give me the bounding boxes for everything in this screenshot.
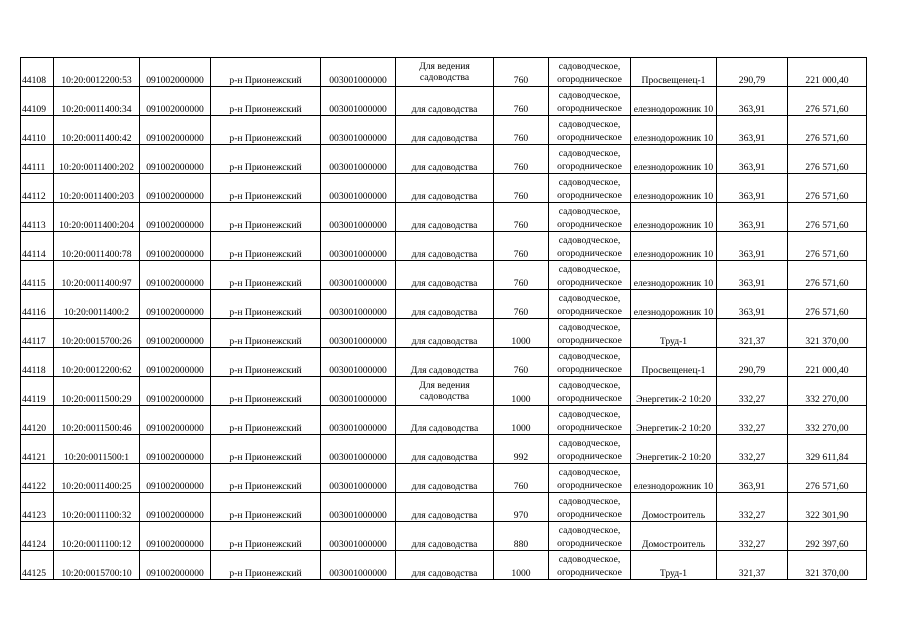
cell-area: 760 bbox=[494, 87, 549, 116]
cell-partnership-name: Труд-1 bbox=[631, 551, 717, 580]
cell-code-2: 003001000000 bbox=[321, 406, 396, 435]
cell-code-2: 003001000000 bbox=[321, 145, 396, 174]
cell-cadastral-value: 221 000,40 bbox=[788, 58, 867, 87]
cell-cadastral-value: 276 571,60 bbox=[788, 464, 867, 493]
cell-area: 760 bbox=[494, 232, 549, 261]
cell-cadastral-number: 10:20:0011500:46 bbox=[54, 406, 140, 435]
cell-rate: 290,79 bbox=[717, 58, 788, 87]
cell-number: 44123 bbox=[21, 493, 54, 522]
cell-purpose: для садоводства bbox=[396, 493, 494, 522]
cell-code-1: 091002000000 bbox=[140, 435, 211, 464]
cell-partnership-name: Труд-1 bbox=[631, 319, 717, 348]
cell-partnership-name: Энергетик-2 10:20 bbox=[631, 377, 717, 406]
table-row bbox=[21, 319, 867, 348]
cell-number: 44111 bbox=[21, 145, 54, 174]
cell-cadastral-number: 10:20:0011400:25 bbox=[54, 464, 140, 493]
cell-category: садоводческое, огородническое bbox=[549, 290, 631, 319]
cell-purpose: для садоводства bbox=[396, 522, 494, 551]
cell-code-2: 003001000000 bbox=[321, 377, 396, 406]
cell-district: р-н Прионежский bbox=[211, 145, 321, 174]
cell-cadastral-number: 10:20:0015700:10 bbox=[54, 551, 140, 580]
cell-code-2: 003001000000 bbox=[321, 290, 396, 319]
cell-purpose: для садоводства bbox=[396, 116, 494, 145]
cell-code-1: 091002000000 bbox=[140, 290, 211, 319]
cell-code-2: 003001000000 bbox=[321, 522, 396, 551]
cell-cadastral-value: 276 571,60 bbox=[788, 116, 867, 145]
table-row bbox=[21, 232, 867, 261]
cell-cadastral-number: 10:20:0015700:26 bbox=[54, 319, 140, 348]
cell-number: 44115 bbox=[21, 261, 54, 290]
cell-cadastral-number: 10:20:0011500:1 bbox=[54, 435, 140, 464]
cell-category: садоводческое, огородническое bbox=[549, 493, 631, 522]
cell-code-1: 091002000000 bbox=[140, 203, 211, 232]
cell-cadastral-number: 10:20:0011400:97 bbox=[54, 261, 140, 290]
cell-cadastral-value: 322 301,90 bbox=[788, 493, 867, 522]
cell-purpose: для садоводства bbox=[396, 145, 494, 174]
cell-area: 760 bbox=[494, 116, 549, 145]
cell-cadastral-value: 276 571,60 bbox=[788, 203, 867, 232]
cell-area: 760 bbox=[494, 464, 549, 493]
cell-area: 760 bbox=[494, 58, 549, 87]
cell-category: садоводческое, огородническое bbox=[549, 87, 631, 116]
cell-partnership-name: елезнодорожник 10 bbox=[631, 87, 717, 116]
cell-partnership-name: елезнодорожник 10 bbox=[631, 290, 717, 319]
cell-category: садоводческое, огородническое bbox=[549, 551, 631, 580]
cell-area: 880 bbox=[494, 522, 549, 551]
cell-code-1: 091002000000 bbox=[140, 319, 211, 348]
cell-number: 44112 bbox=[21, 174, 54, 203]
cell-cadastral-value: 329 611,84 bbox=[788, 435, 867, 464]
cell-cadastral-number: 10:20:0011400:203 bbox=[54, 174, 140, 203]
cell-district: р-н Прионежский bbox=[211, 290, 321, 319]
cell-category: садоводческое, огородническое bbox=[549, 116, 631, 145]
table-row bbox=[21, 87, 867, 116]
table-row bbox=[21, 464, 867, 493]
cell-code-1: 091002000000 bbox=[140, 464, 211, 493]
cell-partnership-name: елезнодорожник 10 bbox=[631, 203, 717, 232]
cell-category: садоводческое, огородническое bbox=[549, 435, 631, 464]
cell-area: 1000 bbox=[494, 406, 549, 435]
table-row bbox=[21, 174, 867, 203]
cell-number: 44118 bbox=[21, 348, 54, 377]
cell-category: садоводческое, огородническое bbox=[549, 145, 631, 174]
cell-partnership-name: Просвещенец-1 bbox=[631, 348, 717, 377]
cell-cadastral-value: 292 397,60 bbox=[788, 522, 867, 551]
cell-number: 44109 bbox=[21, 87, 54, 116]
cell-category: садоводческое, огородническое bbox=[549, 522, 631, 551]
cell-code-1: 091002000000 bbox=[140, 58, 211, 87]
cell-purpose: для садоводства bbox=[396, 290, 494, 319]
cell-code-2: 003001000000 bbox=[321, 551, 396, 580]
cell-rate: 363,91 bbox=[717, 232, 788, 261]
cell-number: 44119 bbox=[21, 377, 54, 406]
cell-code-2: 003001000000 bbox=[321, 87, 396, 116]
cell-code-1: 091002000000 bbox=[140, 493, 211, 522]
cell-partnership-name: елезнодорожник 10 bbox=[631, 261, 717, 290]
cell-number: 44108 bbox=[21, 58, 54, 87]
cell-code-1: 091002000000 bbox=[140, 377, 211, 406]
cell-rate: 290,79 bbox=[717, 348, 788, 377]
cell-cadastral-value: 276 571,60 bbox=[788, 87, 867, 116]
cell-area: 760 bbox=[494, 174, 549, 203]
cell-partnership-name: елезнодорожник 10 bbox=[631, 174, 717, 203]
cell-cadastral-value: 332 270,00 bbox=[788, 406, 867, 435]
cell-rate: 363,91 bbox=[717, 174, 788, 203]
cell-area: 1000 bbox=[494, 319, 549, 348]
cell-category: садоводческое, огородническое bbox=[549, 232, 631, 261]
cell-rate: 332,27 bbox=[717, 377, 788, 406]
cell-rate: 363,91 bbox=[717, 87, 788, 116]
cell-purpose: для садоводства bbox=[396, 87, 494, 116]
cell-code-2: 003001000000 bbox=[321, 232, 396, 261]
table-row bbox=[21, 435, 867, 464]
cell-district: р-н Прионежский bbox=[211, 551, 321, 580]
cell-rate: 363,91 bbox=[717, 145, 788, 174]
table-row bbox=[21, 348, 867, 377]
cell-partnership-name: Энергетик-2 10:20 bbox=[631, 406, 717, 435]
table-row bbox=[21, 116, 867, 145]
cell-area: 1000 bbox=[494, 551, 549, 580]
cell-purpose: Для садоводства bbox=[396, 348, 494, 377]
cell-cadastral-number: 10:20:0011400:204 bbox=[54, 203, 140, 232]
cell-rate: 321,37 bbox=[717, 319, 788, 348]
cell-code-1: 091002000000 bbox=[140, 116, 211, 145]
cell-category: садоводческое, огородническое bbox=[549, 58, 631, 87]
cell-purpose: для садоводства bbox=[396, 435, 494, 464]
cell-cadastral-number: 10:20:0012200:62 bbox=[54, 348, 140, 377]
cell-partnership-name: елезнодорожник 10 bbox=[631, 232, 717, 261]
cell-number: 44110 bbox=[21, 116, 54, 145]
cell-area: 760 bbox=[494, 290, 549, 319]
cell-district: р-н Прионежский bbox=[211, 348, 321, 377]
table-row bbox=[21, 522, 867, 551]
cell-category: садоводческое, огородническое bbox=[549, 319, 631, 348]
cell-rate: 363,91 bbox=[717, 290, 788, 319]
cell-district: р-н Прионежский bbox=[211, 522, 321, 551]
table-row bbox=[21, 551, 867, 580]
cell-code-1: 091002000000 bbox=[140, 261, 211, 290]
cell-rate: 363,91 bbox=[717, 203, 788, 232]
cell-category: садоводческое, огородническое bbox=[549, 406, 631, 435]
cell-area: 760 bbox=[494, 261, 549, 290]
cell-district: р-н Прионежский bbox=[211, 435, 321, 464]
table-body bbox=[21, 58, 867, 580]
cell-category: садоводческое, огородническое bbox=[549, 261, 631, 290]
cell-district: р-н Прионежский bbox=[211, 464, 321, 493]
cell-code-1: 091002000000 bbox=[140, 551, 211, 580]
cell-district: р-н Прионежский bbox=[211, 261, 321, 290]
cell-cadastral-number: 10:20:0011400:34 bbox=[54, 87, 140, 116]
cell-cadastral-value: 276 571,60 bbox=[788, 232, 867, 261]
cell-district: р-н Прионежский bbox=[211, 58, 321, 87]
cell-category: садоводческое, огородническое bbox=[549, 203, 631, 232]
cell-district: р-н Прионежский bbox=[211, 174, 321, 203]
cell-number: 44120 bbox=[21, 406, 54, 435]
cell-area: 1000 bbox=[494, 377, 549, 406]
cell-cadastral-value: 221 000,40 bbox=[788, 348, 867, 377]
document-sheet bbox=[20, 57, 866, 580]
cell-code-1: 091002000000 bbox=[140, 522, 211, 551]
cell-code-2: 003001000000 bbox=[321, 348, 396, 377]
cell-rate: 332,27 bbox=[717, 406, 788, 435]
cell-district: р-н Прионежский bbox=[211, 87, 321, 116]
cell-rate: 321,37 bbox=[717, 551, 788, 580]
table-row bbox=[21, 290, 867, 319]
cell-cadastral-value: 276 571,60 bbox=[788, 290, 867, 319]
cell-category: садоводческое, огородническое bbox=[549, 377, 631, 406]
cell-code-1: 091002000000 bbox=[140, 406, 211, 435]
cell-rate: 332,27 bbox=[717, 435, 788, 464]
cell-purpose: Для садоводства bbox=[396, 406, 494, 435]
cell-partnership-name: Просвещенец-1 bbox=[631, 58, 717, 87]
cell-category: садоводческое, огородническое bbox=[549, 174, 631, 203]
cell-code-2: 003001000000 bbox=[321, 493, 396, 522]
cell-cadastral-value: 276 571,60 bbox=[788, 145, 867, 174]
cell-cadastral-value: 276 571,60 bbox=[788, 174, 867, 203]
cell-area: 970 bbox=[494, 493, 549, 522]
cell-code-2: 003001000000 bbox=[321, 58, 396, 87]
cell-partnership-name: елезнодорожник 10 bbox=[631, 145, 717, 174]
table-row bbox=[21, 406, 867, 435]
table-row bbox=[21, 377, 867, 406]
cell-partnership-name: елезнодорожник 10 bbox=[631, 464, 717, 493]
cell-partnership-name: Домостроитель bbox=[631, 493, 717, 522]
cell-partnership-name: елезнодорожник 10 bbox=[631, 116, 717, 145]
cell-purpose: для садоводства bbox=[396, 551, 494, 580]
cell-purpose: для садоводства bbox=[396, 232, 494, 261]
cell-code-2: 003001000000 bbox=[321, 174, 396, 203]
cell-number: 44114 bbox=[21, 232, 54, 261]
cell-rate: 332,27 bbox=[717, 493, 788, 522]
cell-rate: 363,91 bbox=[717, 464, 788, 493]
cell-number: 44122 bbox=[21, 464, 54, 493]
cell-district: р-н Прионежский bbox=[211, 377, 321, 406]
cell-purpose: Для ведения садоводства bbox=[396, 377, 494, 406]
cell-area: 760 bbox=[494, 203, 549, 232]
cell-category: садоводческое, огородническое bbox=[549, 348, 631, 377]
cell-number: 44125 bbox=[21, 551, 54, 580]
cell-number: 44121 bbox=[21, 435, 54, 464]
cell-cadastral-number: 10:20:0011400:42 bbox=[54, 116, 140, 145]
cell-cadastral-value: 276 571,60 bbox=[788, 261, 867, 290]
cell-district: р-н Прионежский bbox=[211, 406, 321, 435]
cell-district: р-н Прионежский bbox=[211, 493, 321, 522]
cell-code-1: 091002000000 bbox=[140, 348, 211, 377]
cell-code-2: 003001000000 bbox=[321, 261, 396, 290]
table-row bbox=[21, 203, 867, 232]
cell-cadastral-value: 321 370,00 bbox=[788, 551, 867, 580]
cell-category: садоводческое, огородническое bbox=[549, 464, 631, 493]
table-row bbox=[21, 145, 867, 174]
cell-district: р-н Прионежский bbox=[211, 319, 321, 348]
cell-cadastral-value: 321 370,00 bbox=[788, 319, 867, 348]
cell-purpose: для садоводства bbox=[396, 261, 494, 290]
table-row bbox=[21, 493, 867, 522]
cell-cadastral-number: 10:20:0011500:29 bbox=[54, 377, 140, 406]
cell-cadastral-number: 10:20:0011400:78 bbox=[54, 232, 140, 261]
cell-number: 44116 bbox=[21, 290, 54, 319]
cell-code-1: 091002000000 bbox=[140, 145, 211, 174]
cell-cadastral-number: 10:20:0011400:202 bbox=[54, 145, 140, 174]
cell-district: р-н Прионежский bbox=[211, 232, 321, 261]
cell-partnership-name: Домостроитель bbox=[631, 522, 717, 551]
cell-purpose: для садоводства bbox=[396, 464, 494, 493]
cell-partnership-name: Энергетик-2 10:20 bbox=[631, 435, 717, 464]
table-row bbox=[21, 261, 867, 290]
cell-code-1: 091002000000 bbox=[140, 174, 211, 203]
cell-district: р-н Прионежский bbox=[211, 203, 321, 232]
cell-code-2: 003001000000 bbox=[321, 435, 396, 464]
cell-purpose: для садоводства bbox=[396, 203, 494, 232]
cell-rate: 332,27 bbox=[717, 522, 788, 551]
cell-code-2: 003001000000 bbox=[321, 116, 396, 145]
cell-number: 44113 bbox=[21, 203, 54, 232]
cell-number: 44124 bbox=[21, 522, 54, 551]
cell-code-2: 003001000000 bbox=[321, 464, 396, 493]
cell-rate: 363,91 bbox=[717, 261, 788, 290]
cell-cadastral-number: 10:20:0011400:2 bbox=[54, 290, 140, 319]
cell-area: 760 bbox=[494, 145, 549, 174]
cell-purpose: Для ведения садоводства bbox=[396, 58, 494, 87]
cadastral-table bbox=[20, 57, 867, 580]
cell-code-2: 003001000000 bbox=[321, 319, 396, 348]
cell-purpose: для садоводства bbox=[396, 174, 494, 203]
cell-purpose: для садоводства bbox=[396, 319, 494, 348]
cell-code-1: 091002000000 bbox=[140, 232, 211, 261]
cell-number: 44117 bbox=[21, 319, 54, 348]
cell-code-2: 003001000000 bbox=[321, 203, 396, 232]
cell-district: р-н Прионежский bbox=[211, 116, 321, 145]
cell-rate: 363,91 bbox=[717, 116, 788, 145]
cell-cadastral-number: 10:20:0011100:32 bbox=[54, 493, 140, 522]
cell-area: 760 bbox=[494, 348, 549, 377]
cell-code-1: 091002000000 bbox=[140, 87, 211, 116]
cell-area: 992 bbox=[494, 435, 549, 464]
table-row bbox=[21, 58, 867, 87]
cell-cadastral-number: 10:20:0011100:12 bbox=[54, 522, 140, 551]
cell-cadastral-value: 332 270,00 bbox=[788, 377, 867, 406]
cell-cadastral-number: 10:20:0012200:53 bbox=[54, 58, 140, 87]
